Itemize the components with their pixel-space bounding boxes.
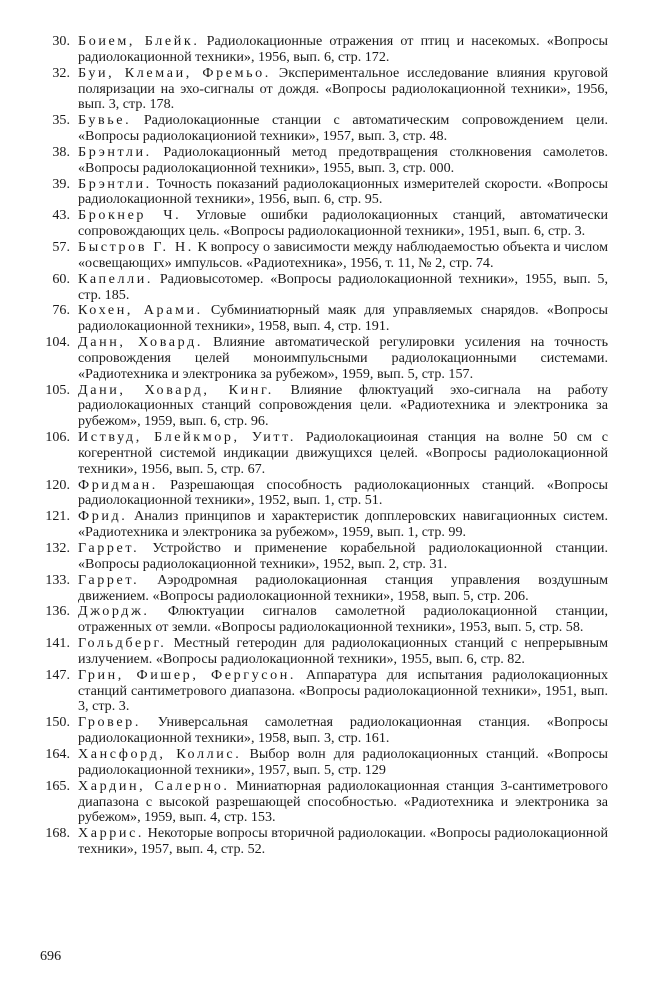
reference-number: 43.: [52, 207, 70, 224]
reference-entry: [0, 113, 648, 145]
reference-author: Капелли.: [78, 270, 154, 287]
reference-citation: Выбор волн для радиолокационных станций. «Вопросы радиолокационной техники», 1957, вып. 5, стр. 129: [78, 745, 608, 778]
reference-entry: [0, 177, 648, 209]
reference-number: 106.: [45, 429, 70, 446]
reference-entry: [0, 715, 648, 747]
reference-citation: Радиолокационные станции с автоматическим сопровождением цели. «Вопросы радиолокациониой техники», 1957, вып. 3, стр. 48.: [78, 112, 608, 145]
reference-author: Хансфорд, Коллис.: [78, 745, 242, 762]
reference-author: Гаррет.: [78, 571, 140, 588]
reference-citation: Разрешающая способность радиолокационных станций. «Вопросы радиолокационной техники», 1952, вып. 1, стр. 51.: [78, 476, 608, 509]
reference-number: 120.: [45, 476, 70, 493]
reference-citation: Флюктуации сигналов самолетной радиолокационной станции, отраженных от земли. «Вопросы радиолокационной техники», 1953, вып. 5, стр. 58.: [78, 603, 608, 636]
reference-author: Данн, Ховард.: [78, 334, 203, 351]
reference-author: Бувье.: [78, 112, 132, 129]
reference-citation: Влияние флюктуаций эхо-сигнала на работу радиолокационных станций сопровождения цели. «Радиотехника и электроника за рубежом», 1959, вып. 6, стр. 96.: [78, 381, 608, 430]
reference-author: Дани, Ховард, Кинг.: [78, 381, 274, 398]
reference-number: 104.: [45, 334, 70, 351]
reference-citation: Устройство и применение корабельной радиолокационной станции. «Вопросы радиолокационной техники», 1952, вып. 2, стр. 31.: [78, 540, 608, 572]
reference-author: Иствуд, Блейкмор, Уитт.: [78, 429, 296, 446]
reference-entry: [0, 383, 648, 431]
reference-citation: Влияние автоматической регулировки усиления на точность сопровождения целей моноимпульсными радиолокационными системами. «Радиотехника и электроника за рубежом», 1959, вып. 5, стр. 157.: [78, 334, 608, 382]
reference-entry: [0, 34, 648, 66]
reference-number: 141.: [45, 635, 70, 652]
reference-author: Гровер.: [78, 714, 141, 731]
reference-number: 38.: [52, 143, 70, 160]
reference-author: Гольдберг.: [78, 635, 167, 652]
reference-author: Фридман.: [78, 476, 158, 493]
reference-author: Кохен, Арами.: [78, 302, 203, 319]
reference-author: Быстров Г. Н.: [78, 238, 194, 255]
reference-entry: [0, 335, 648, 383]
reference-entry: [0, 240, 648, 272]
reference-entry: [0, 478, 648, 510]
reference-author: Боием, Блейк.: [78, 33, 200, 49]
reference-entry: [0, 636, 648, 668]
reference-list: [0, 34, 648, 858]
reference-entry: [0, 430, 648, 478]
page-number: 696: [40, 948, 62, 964]
reference-citation: Радиолокационный метод предотвращения столкновения самолетов. «Вопросы радиолокационной техники», 1955, вып. 3, стр. 000.: [78, 143, 608, 176]
reference-number: 105.: [45, 381, 70, 398]
reference-entry: [0, 66, 648, 114]
reference-number: 30.: [52, 33, 70, 49]
reference-entry: [0, 604, 648, 636]
bibliography-page: [0, 34, 648, 858]
reference-author: Грин, Фишер, Фергусон.: [78, 666, 297, 683]
reference-author: Брокнер Ч.: [78, 207, 182, 224]
reference-citation: Экспериментальное исследование влияния круговой поляризации на эхо-сигналы от дождя. «Вопросы радиолокационной техники», 1956, вып. 3, стр. 178.: [78, 64, 608, 113]
reference-number: 39.: [52, 175, 70, 192]
reference-citation: Точность показаний радиолокационных измерителей скорости. «Вопросы радиолокационной техники», 1956, вып. 6, стр. 95.: [78, 175, 608, 208]
reference-entry: [0, 303, 648, 335]
reference-author: Брэнтли.: [78, 143, 152, 160]
reference-number: 164.: [45, 745, 70, 762]
reference-entry: [0, 145, 648, 177]
reference-number: 147.: [45, 666, 70, 683]
reference-citation: Некоторые вопросы вторичной радиолокации. «Вопросы радиолокационной техники», 1957, вып. 4, стр. 52.: [78, 825, 609, 858]
reference-entry: [0, 779, 648, 827]
reference-citation: Радиовысотомер. «Вопросы радиолокационной техники», 1955, вып. 5, стр. 185.: [78, 270, 608, 303]
reference-citation: Универсальная самолетная радиолокационная станция. «Вопросы радиолокационной техники», 1958, вып. 3, стр. 161.: [78, 714, 608, 747]
reference-number: 60.: [52, 270, 70, 287]
reference-citation: Радиолокациоиная станция на волне 50 см с когерентной системой индикации движущихся целей. «Вопросы радиолокационной техники», 1956, вып. 5, стр. 67.: [78, 429, 608, 477]
reference-citation: Местный гетеродин для радиолокационных станций с непрерывным излучением. «Вопросы радиолокационной техники», 1955, вып. 6, стр. 82.: [78, 635, 608, 667]
reference-citation: Анализ принципов и характеристик допплеровских навигационных систем. «Радиотехника и электроника за рубежом», 1959, вып. 1, стр. 99.: [78, 508, 608, 541]
reference-number: 165.: [45, 777, 70, 794]
reference-citation: Аппаратура для испытания радиолокационных станций сантиметрового диапазона. «Вопросы радиолокационной техники», 1951, вып. 3, стр. 3.: [78, 666, 608, 715]
reference-entry: [0, 826, 648, 858]
reference-citation: К вопросу о зависимости между наблюдаемостью объекта и числом «освещающих» импульсов. «Радиотехника», 1956, т. 11, № 2, стр. 74.: [78, 238, 608, 271]
reference-author: Фрид.: [78, 508, 128, 525]
reference-author: Джордж.: [78, 603, 150, 620]
reference-entry: [0, 573, 648, 605]
reference-entry: [0, 541, 648, 573]
reference-author: Гаррет.: [78, 540, 140, 556]
reference-number: 35.: [52, 112, 70, 129]
reference-number: 57.: [52, 238, 70, 255]
reference-citation: Аэродромная радиолокационная станция управления воздушным движением. «Вопросы радиолокационной техники», 1958, вып. 5, стр. 206.: [78, 571, 608, 604]
reference-citation: Радиолокационные отражения от птиц и насекомых. «Вопросы радиолокационной техники», 1956, вып. 6, стр. 172.: [78, 33, 608, 65]
reference-author: Хардин, Салерно.: [78, 777, 230, 794]
reference-number: 133.: [45, 571, 70, 588]
reference-entry: [0, 668, 648, 716]
reference-citation: Угловые ошибки радиолокационных станций, автоматически сопровождающих цель. «Вопросы радиолокационной техники», 1951, вып. 6, стр. 3.: [78, 207, 608, 240]
reference-number: 121.: [45, 508, 70, 525]
reference-author: Буи, Клемаи, Фремьо.: [78, 64, 271, 81]
reference-citation: Субминиатюрный маяк для управляемых снарядов. «Вопросы радиолокационной техники», 1958, вып. 4, стр. 191.: [78, 302, 608, 335]
reference-entry: [0, 208, 648, 240]
reference-author: Харрис.: [78, 825, 145, 842]
reference-author: Брэнтли.: [78, 175, 152, 192]
reference-entry: [0, 747, 648, 779]
reference-number: 76.: [52, 302, 70, 319]
reference-number: 32.: [52, 64, 70, 81]
reference-number: 132.: [45, 540, 70, 556]
reference-number: 150.: [45, 714, 70, 731]
reference-number: 168.: [45, 825, 70, 842]
reference-entry: [0, 272, 648, 304]
reference-number: 136.: [45, 603, 70, 620]
reference-entry: [0, 509, 648, 541]
reference-citation: Миниатюрная радиолокационная станция 3-сантиметрового диапазона с высокой разрешающей способностью. «Радиотехника и электроника за рубежом», 1959, вып. 4, стр. 153.: [78, 777, 608, 826]
